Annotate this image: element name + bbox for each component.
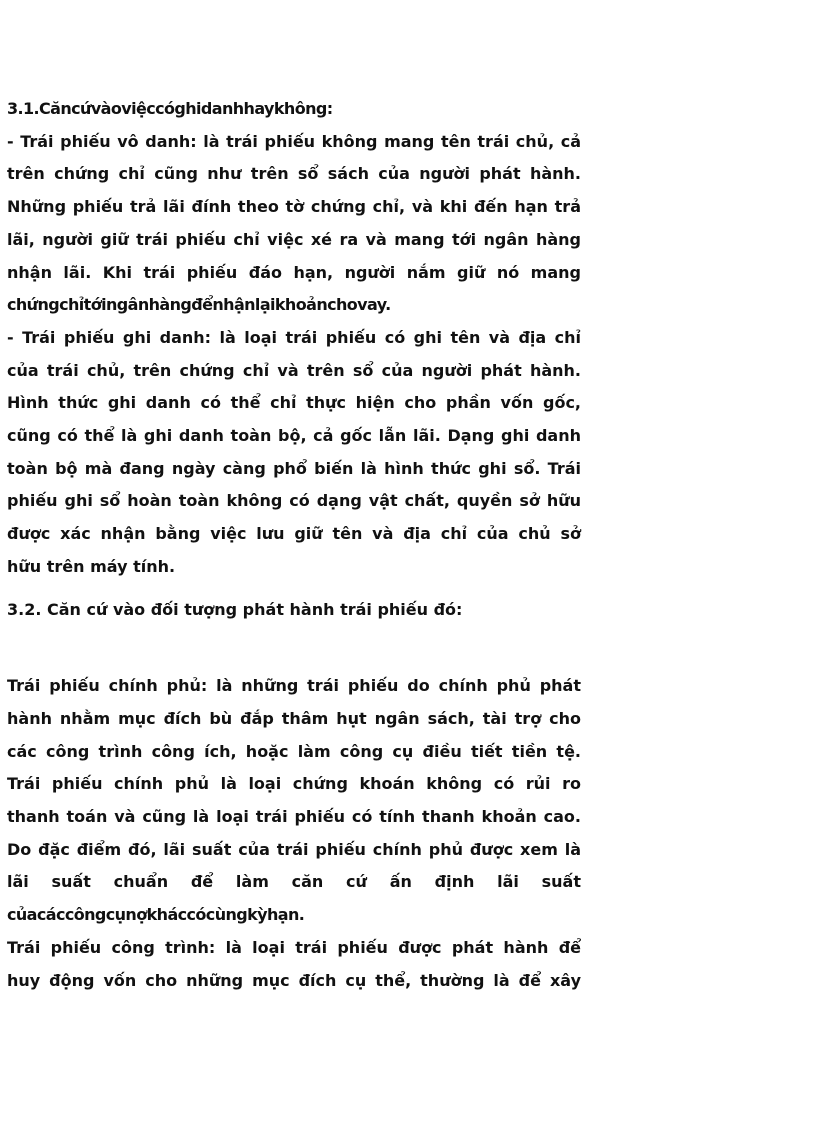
- text-line: - Trái phiếu ghi danh: là loại trái phiếu có ghi tên và địa chỉ: [7, 327, 581, 347]
- text-line: hành nhằm mục đích bù đắp thâm hụt ngân sách, tài trợ cho: [7, 708, 581, 728]
- text-line: lãi suất chuẩn để làm căn cứ ấn định lãi suất: [7, 872, 581, 892]
- text-line: phiếu ghi sổ hoàn toàn không có dạng vật chất, quyền sở hữu: [7, 491, 581, 511]
- text-line: hữu trên máy tính.: [7, 556, 176, 576]
- text-line: toàn bộ mà đang ngày càng phổ biến là hình thức ghi sổ. Trái: [7, 458, 581, 478]
- text-line: huy động vốn cho những mục đích cụ thể, thường là để xây: [7, 970, 581, 990]
- text-line: Trái phiếu công trình: là loại trái phiếu được phát hành để: [7, 937, 581, 957]
- text-line: nhận lãi. Khi trái phiếu đáo hạn, người nắm giữ nó mang: [7, 262, 581, 282]
- project-bond-paragraph: [7, 932, 581, 997]
- text-line: các công trình công ích, hoặc làm công cụ điều tiết tiền tệ.: [7, 741, 581, 761]
- document-body: [7, 93, 581, 997]
- section-3-2-heading: 3.2. Căn cứ vào đối tượng phát hành trái phiếu đó:: [7, 599, 463, 619]
- section-3-1-heading: 3.1.Căncứvàoviệccóghidanhhaykhông:: [7, 99, 333, 118]
- text-line: của trái chủ, trên chứng chỉ và trên sổ của người phát hành.: [7, 360, 581, 380]
- government-bond-paragraph: [7, 670, 581, 932]
- section-gap: [7, 584, 581, 594]
- text-line: lãi, người giữ trái phiếu chỉ việc xé ra và mang tới ngân hàng: [7, 229, 581, 249]
- text-line: Hình thức ghi danh có thể chỉ thực hiện cho phần vốn gốc,: [7, 393, 581, 413]
- text-line: Do đặc điểm đó, lãi suất của trái phiếu chính phủ được xem là: [7, 839, 581, 859]
- text-line: chứngchỉtớingânhàngđểnhậnlạikhoảnchovay.: [7, 295, 391, 315]
- registered-bond-paragraph: [7, 322, 581, 584]
- text-line: Trái phiếu chính phủ: là những trái phiếu do chính phủ phát: [7, 676, 581, 696]
- text-line: được xác nhận bằng việc lưu giữ tên và địa chỉ của chủ sở: [7, 524, 581, 544]
- section-gap: [7, 626, 581, 670]
- text-line: Những phiếu trả lãi đính theo tờ chứng chỉ, và khi đến hạn trả: [7, 197, 581, 217]
- text-line: cũng có thể là ghi danh toàn bộ, cả gốc lẫn lãi. Dạng ghi danh: [7, 426, 581, 446]
- text-line: củacáccôngcụnợkháccócùngkỳhạn.: [7, 905, 305, 925]
- text-line: trên chứng chỉ cũng như trên sổ sách của người phát hành.: [7, 164, 581, 184]
- text-line: Trái phiếu chính phủ là loại chứng khoán không có rủi ro: [7, 774, 581, 794]
- bearer-bond-paragraph: [7, 126, 581, 322]
- text-line: thanh toán và cũng là loại trái phiếu có tính thanh khoản cao.: [7, 807, 581, 827]
- text-line: - Trái phiếu vô danh: là trái phiếu không mang tên trái chủ, cả: [7, 131, 581, 151]
